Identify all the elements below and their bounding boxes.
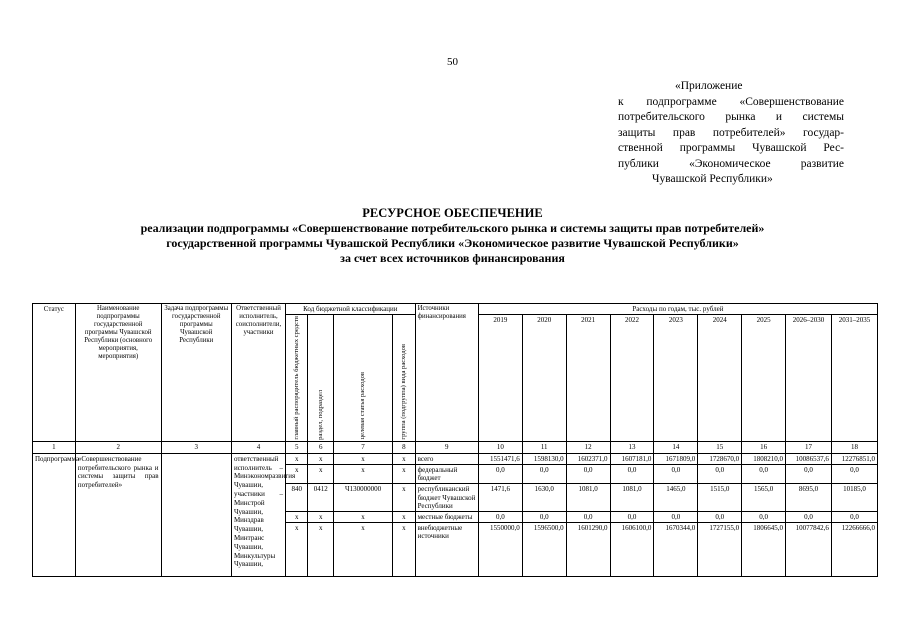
appendix-line: защиты прав потребителей» государ-: [618, 126, 844, 139]
value-cell: 0,0: [786, 512, 832, 523]
source-cell: федеральный бюджет: [415, 465, 478, 484]
appendix-line: ственной программы Чувашской Рес-: [618, 142, 844, 154]
value-cell: 1671809,0: [654, 453, 698, 464]
code-cell: Ч130000000: [333, 484, 392, 512]
table-row: [33, 453, 878, 464]
column-number: 10: [478, 441, 522, 453]
value-cell: 0,0: [654, 512, 698, 523]
column-number: 16: [742, 441, 786, 453]
code-cell: x: [308, 523, 334, 577]
column-number: 1: [33, 441, 76, 453]
value-cell: 0,0: [831, 465, 877, 484]
status-cell: Подпрограмма: [33, 453, 76, 576]
column-number: 14: [654, 441, 698, 453]
header-year: 2019: [478, 315, 522, 442]
value-cell: 1727155,0: [698, 523, 742, 577]
column-number: 7: [333, 441, 392, 453]
value-cell: 1596500,0: [522, 523, 566, 577]
header-status: Статус: [33, 304, 76, 442]
code-cell: x: [393, 484, 415, 512]
appendix-line: публики «Экономическое развитие: [618, 157, 844, 170]
value-cell: 10185,0: [831, 484, 877, 512]
code-cell: x: [393, 453, 415, 464]
value-cell: 10086537,6: [786, 453, 832, 464]
value-cell: 1601290,0: [566, 523, 610, 577]
header-year: 2022: [610, 315, 654, 442]
value-cell: 1565,0: [742, 484, 786, 512]
column-number: 12: [566, 441, 610, 453]
value-cell: 1081,0: [610, 484, 654, 512]
resource-table: [32, 303, 878, 577]
column-number: 11: [522, 441, 566, 453]
value-cell: 0,0: [522, 512, 566, 523]
code-cell: x: [286, 512, 308, 523]
header-budget-sub-label: группа (подгруппа) вида расходов: [399, 344, 407, 440]
header-budget-sub-label: раздел, подраздел: [316, 389, 324, 440]
header-budget-sub-label: главный распорядитель бюджетных средств: [292, 316, 300, 440]
column-number: 2: [75, 441, 161, 453]
column-number: 5: [286, 441, 308, 453]
value-cell: 0,0: [478, 512, 522, 523]
header-responsible: Ответственный исполнитель, соисполнители, участники: [231, 304, 285, 442]
value-cell: 0,0: [698, 465, 742, 484]
value-cell: 0,0: [478, 465, 522, 484]
header-year: 2021: [566, 315, 610, 442]
column-number: 6: [308, 441, 334, 453]
header-budget-sub: [308, 315, 334, 442]
code-cell: 840: [286, 484, 308, 512]
code-cell: x: [286, 523, 308, 577]
value-cell: 1551471,6: [478, 453, 522, 464]
column-number: 15: [698, 441, 742, 453]
source-cell: всего: [415, 453, 478, 464]
column-number: 4: [231, 441, 285, 453]
title-sources: за счет всех источников финансирования: [340, 251, 565, 265]
header-budget-sub: [286, 315, 308, 442]
header-year: 2025: [742, 315, 786, 442]
responsible-cell: ответственный исполнитель – Минэкономразвития Чувашии, участники – Минстрой Чувашии, Минздрав Чувашии, Минтранс Чувашии, Минкультуры Чувашии,: [231, 453, 285, 576]
column-number: 3: [161, 441, 231, 453]
code-cell: 0412: [308, 484, 334, 512]
value-cell: 1808210,0: [742, 453, 786, 464]
value-cell: 1515,0: [698, 484, 742, 512]
header-expenses: Расходы по годам, тыс. рублей: [478, 304, 877, 315]
title-main: РЕСУРСНОЕ ОБЕСПЕЧЕНИЕ: [362, 206, 543, 220]
header-task: Задача подпрограммы государственной программы Чувашской Республики: [161, 304, 231, 442]
value-cell: 0,0: [610, 465, 654, 484]
value-cell: 0,0: [566, 512, 610, 523]
value-cell: 0,0: [831, 512, 877, 523]
column-number-row: [33, 441, 878, 453]
value-cell: 1728670,0: [698, 453, 742, 464]
value-cell: 1607181,0: [610, 453, 654, 464]
header-year: 2031–2035: [831, 315, 877, 442]
value-cell: 1598130,0: [522, 453, 566, 464]
value-cell: 1465,0: [654, 484, 698, 512]
value-cell: 12266666,0: [831, 523, 877, 577]
source-cell: республиканский бюджет Чувашской Республики: [415, 484, 478, 512]
value-cell: 1630,0: [522, 484, 566, 512]
value-cell: 12276851,0: [831, 453, 877, 464]
source-cell: местные бюджеты: [415, 512, 478, 523]
code-cell: x: [286, 453, 308, 464]
header-name: Наименование подпрограммы государственной программы Чувашской Республики (основного мероприятия, мероприятия): [75, 304, 161, 442]
header-budget-sub-label: целевая статья расходов: [358, 372, 366, 440]
value-cell: 0,0: [742, 465, 786, 484]
program-name-cell: «Совершенствование потребительского рынка и системы защиты прав потребителей»: [75, 453, 161, 576]
code-cell: x: [286, 465, 308, 484]
value-cell: 1670344,0: [654, 523, 698, 577]
header-year: 2026–2030: [786, 315, 832, 442]
column-number: 13: [610, 441, 654, 453]
value-cell: 1550000,0: [478, 523, 522, 577]
header-budget-code: Код бюджетной классификации: [286, 304, 416, 315]
appendix-line: к подпрограмме «Совершенствование: [618, 95, 844, 108]
value-cell: 0,0: [654, 465, 698, 484]
code-cell: x: [308, 512, 334, 523]
appendix-note: [618, 79, 844, 188]
column-number: 9: [415, 441, 478, 453]
code-cell: x: [308, 465, 334, 484]
column-number: 17: [786, 441, 832, 453]
header-budget-sub: [393, 315, 415, 442]
code-cell: x: [333, 523, 392, 577]
header-budget-sub: [333, 315, 392, 442]
code-cell: x: [393, 523, 415, 577]
value-cell: 0,0: [610, 512, 654, 523]
value-cell: 10077842,6: [786, 523, 832, 577]
appendix-line: потребительского рынка и системы: [618, 111, 844, 123]
task-cell: [161, 453, 231, 576]
value-cell: 8695,0: [786, 484, 832, 512]
source-cell: внебюджетные источники: [415, 523, 478, 577]
value-cell: 1602371,0: [566, 453, 610, 464]
header-sources: Источники финансирования: [415, 304, 478, 442]
title-program: государственной программы Чувашской Республики «Экономическое развитие Чувашской Республики»: [166, 236, 739, 250]
value-cell: 1606100,0: [610, 523, 654, 577]
code-cell: x: [333, 465, 392, 484]
page-number: 50: [447, 56, 458, 68]
value-cell: 0,0: [566, 465, 610, 484]
header-year: 2020: [522, 315, 566, 442]
value-cell: 0,0: [742, 512, 786, 523]
value-cell: 1806645,0: [742, 523, 786, 577]
value-cell: 1081,0: [566, 484, 610, 512]
column-number: 8: [393, 441, 415, 453]
value-cell: 0,0: [698, 512, 742, 523]
code-cell: x: [333, 453, 392, 464]
value-cell: 0,0: [522, 465, 566, 484]
value-cell: 0,0: [786, 465, 832, 484]
header-row: [33, 304, 878, 315]
title-subtitle: реализации подпрограммы «Совершенствование потребительского рынка и системы защиты прав потребителей»: [140, 221, 765, 235]
appendix-line: «Приложение: [675, 80, 743, 92]
document-title: [0, 206, 905, 266]
value-cell: 1471,6: [478, 484, 522, 512]
header-year: 2024: [698, 315, 742, 442]
code-cell: x: [393, 465, 415, 484]
code-cell: x: [333, 512, 392, 523]
code-cell: x: [308, 453, 334, 464]
appendix-line: Чувашской Республики»: [652, 173, 773, 185]
column-number: 18: [831, 441, 877, 453]
header-year: 2023: [654, 315, 698, 442]
code-cell: x: [393, 512, 415, 523]
